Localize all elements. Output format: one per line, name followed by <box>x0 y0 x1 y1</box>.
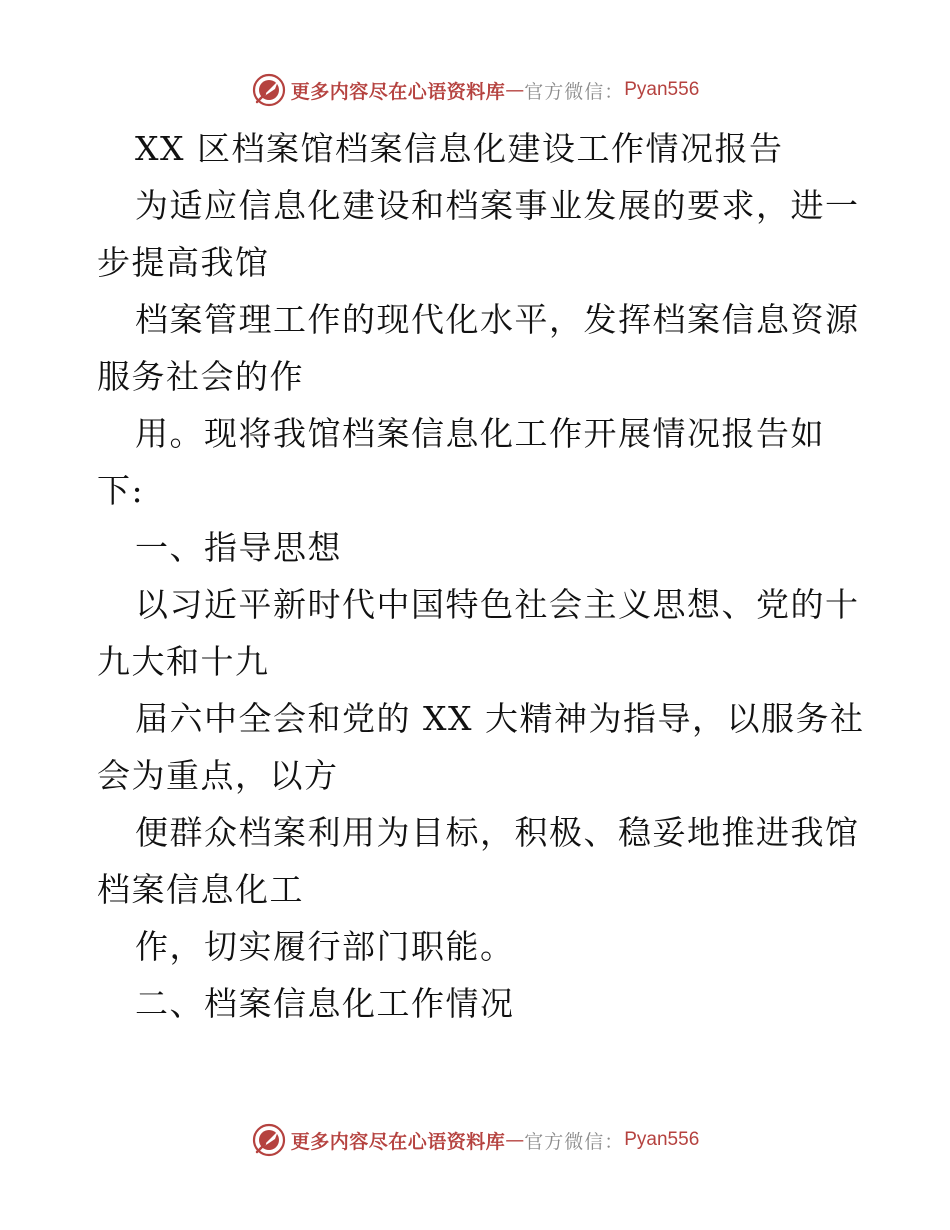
paragraph-line: 九大和十九 <box>97 642 270 681</box>
footer-watermark <box>0 1120 950 1160</box>
watermark-account-id: Pyan556 <box>624 1129 700 1150</box>
section-heading: 一、指导思想 <box>135 528 342 567</box>
paragraph-line: 作，切实履行部门职能。 <box>135 927 515 966</box>
paragraph-line: 用。现将我馆档案信息化工作开展情况报告如 <box>135 414 825 453</box>
watermark-account-id: Pyan556 <box>624 79 700 100</box>
paragraph-line: 以习近平新时代中国特色社会主义思想、党的十 <box>135 585 860 624</box>
feather-pen-logo-icon <box>251 72 287 108</box>
paragraph-line: 档案管理工作的现代化水平，发挥档案信息资源 <box>135 300 860 339</box>
paragraph-line: 届六中全会和党的 XX 大精神为指导，以服务社 <box>135 699 865 738</box>
feather-pen-logo-icon <box>251 1122 287 1158</box>
paragraph-line: 服务社会的作 <box>97 357 304 396</box>
document-body <box>97 120 865 1032</box>
watermark-separator: — <box>505 79 525 101</box>
paragraph-line: 便群众档案利用为目标，积极、稳妥地推进我馆 <box>135 813 860 852</box>
header-watermark <box>0 70 950 110</box>
watermark-brand-text: 更多内容尽在心语资料库 <box>290 1130 506 1153</box>
paragraph-line: 为适应信息化建设和档案事业发展的要求，进一 <box>135 186 860 225</box>
watermark-account-label: 官方微信： <box>524 80 625 103</box>
paragraph-line: 下: <box>97 471 145 510</box>
paragraph-line: 步提高我馆 <box>97 243 270 282</box>
watermark-account-label: 官方微信： <box>524 1130 625 1153</box>
watermark-separator: — <box>505 1129 525 1151</box>
paragraph-line: 档案信息化工 <box>97 870 304 909</box>
watermark-brand-text: 更多内容尽在心语资料库 <box>290 80 506 103</box>
document-title: XX 区档案馆档案信息化建设工作情况报告 <box>135 129 784 168</box>
paragraph-line: 会为重点，以方 <box>97 756 339 795</box>
section-heading: 二、档案信息化工作情况 <box>135 984 515 1023</box>
